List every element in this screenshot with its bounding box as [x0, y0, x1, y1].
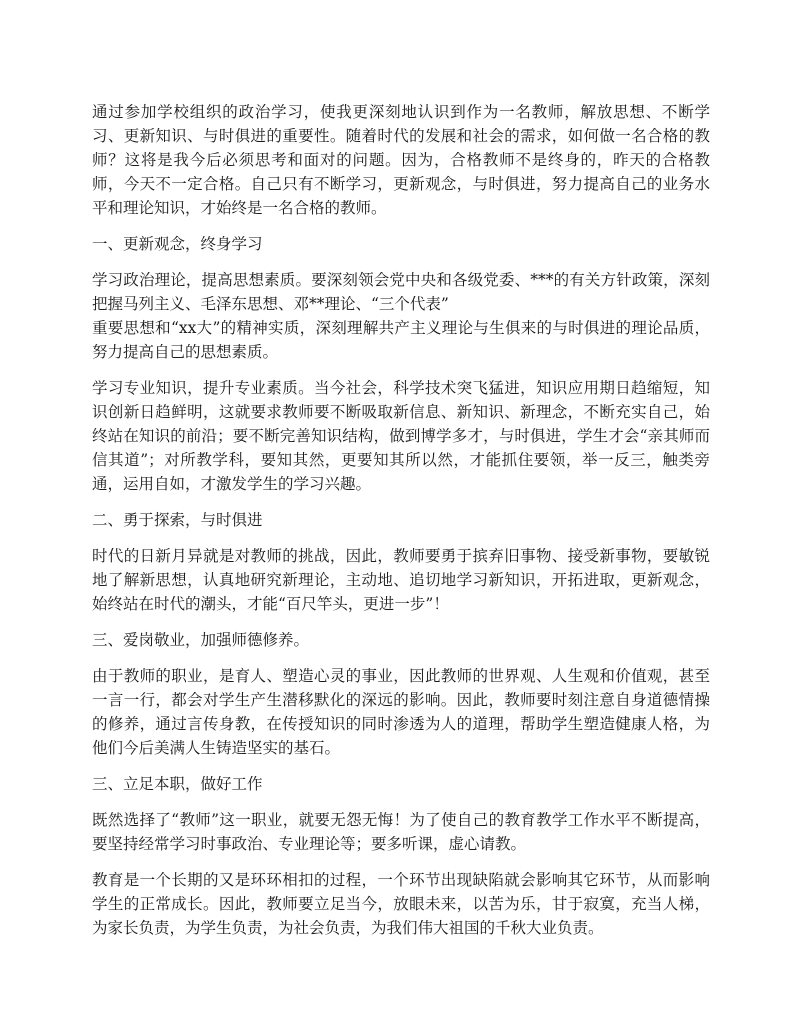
section-heading-3: 三、爱岗敬业，加强师德修养。	[92, 631, 310, 649]
paragraph-education-process: 教育是一个长期的又是环环相扣的过程，一个环节出现缺陷就会影响其它环节，从而影响学生的正常成长。因此，教师要立足当今，放眼未来，以苦为乐，甘于寂寞，充当人梯，为家长负责，为学生负责，为社会负责，为我们伟大祖国的千秋大业负责。	[92, 871, 710, 937]
paragraph-political-study: 学习政治理论，提高思想素质。要深刻领会党中央和各级党委、***的有关方针政策，深刻把握马列主义、毛泽东思想、邓**理论、“三个代表” 重要思想和“xx大”的精神实质，深刻理解共产主义理论与生俱来的与时俱进的理论品质，努力提高自己的思想素质。	[92, 271, 710, 361]
section-heading-1: 一、更新观念，终身学习	[92, 235, 263, 253]
section-heading-2: 二、勇于探索，与时俱进	[92, 511, 263, 529]
intro-paragraph: 通过参加学校组织的政治学习，使我更深刻地认识到作为一名教师，解放思想、不断学习、更新知识、与时俱进的重要性。随着时代的发展和社会的需求，如何做一名合格的教师？这将是我今后必须思考和面对的问题。因为，合格教师不是终身的，昨天的合格教师，今天不一定合格。自己只有不断学习，更新观念，与时俱进，努力提高自己的业务水平和理论知识，才始终是一名合格的教师。	[92, 103, 710, 217]
document-page	[92, 100, 710, 952]
paragraph-explore: 时代的日新月异就是对教师的挑战，因此，教师要勇于摈弃旧事物、接受新事物，要敏锐地了解新思想，认真地研究新理论，主动地、追切地学习新知识，开拓进取，更新观念，始终站在时代的潮头，才能“百尺竿头，更进一步”！	[92, 547, 710, 613]
paragraph-professional-study: 学习专业知识，提升专业素质。当今社会，科学技术突飞猛进，知识应用期日趋缩短，知识创新日趋鲜明，这就要求教师要不断吸取新信息、新知识、新理念，不断充实自己，始终站在知识的前沿；要不断完善知识结构，做到博学多才，与时俱进，学生才会“亲其师而信其道”；对所教学科，要知其然，更要知其所以然，才能抓住要领，举一反三，触类旁通，运用自如，才激发学生的学习兴趣。	[92, 379, 710, 493]
paragraph-ethics: 由于教师的职业，是育人、塑造心灵的事业，因此教师的世界观、人生观和价值观，甚至一言一行，都会对学生产生潜移默化的深远的影响。因此，教师要时刻注意自身道德情操的修养，通过言传身教，在传授知识的同时渗透为人的道理，帮助学生塑造健康人格，为他们今后美满人生铸造坚实的基石。	[92, 667, 710, 757]
section-heading-4: 三、立足本职，做好工作	[92, 775, 263, 793]
paragraph-career-choice: 既然选择了“教师”这一职业，就要无怨无悔！为了使自己的教育教学工作水平不断提高，要坚持经常学习时事政治、专业理论等；要多听课，虚心请教。	[92, 811, 710, 853]
